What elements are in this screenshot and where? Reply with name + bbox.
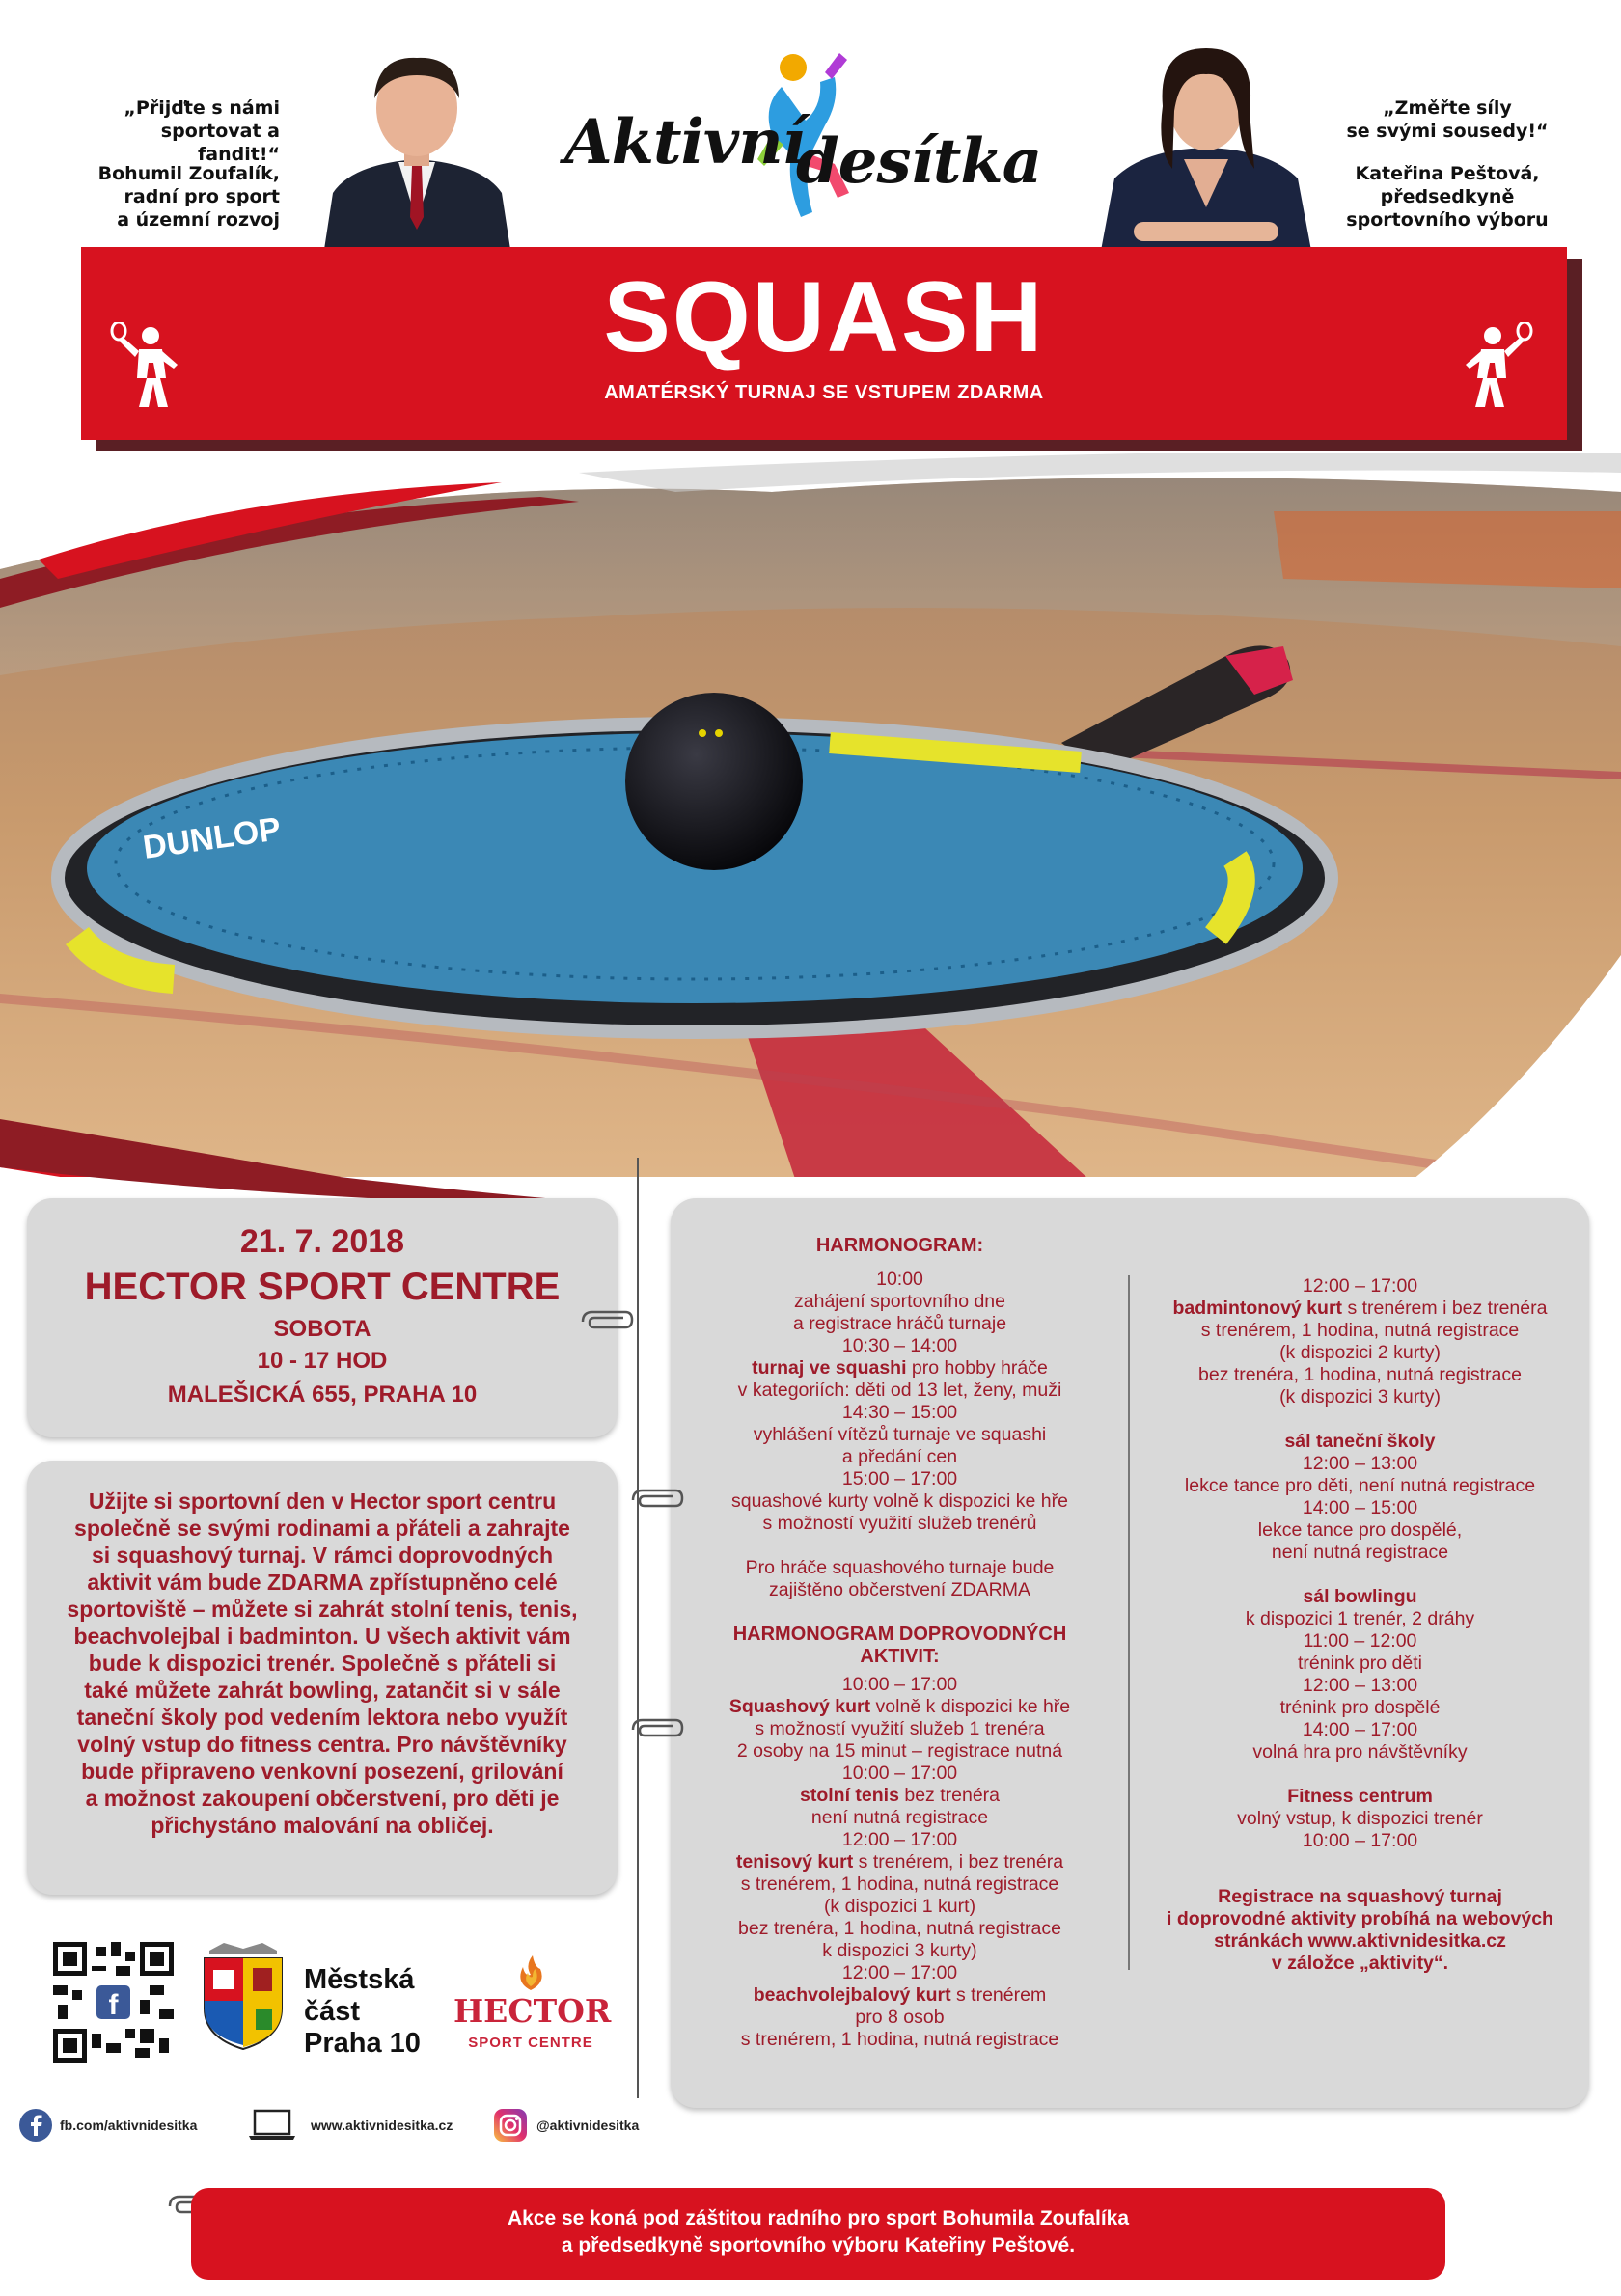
instagram-link[interactable]: @aktivnidesitka <box>536 2118 640 2133</box>
description-text: Užijte si sportovní den v Hector sport centru společně se svými rodinami a přáteli a zahrajte si squashový turnaj. V rámci doprovodných aktivit vám bude ZDARMA zpřístupněno celé sportoviště – můžete si zahrát stolní tenis, tenis, beachvolejbal i badminton. U všech aktivit vám bude k dispozici trenér. Společně s přáteli si také můžete zahrát bowling, zatančit si v sále taneční školy pod vedením lektora nebo využít volný vstup do fitness centra. Pro návštěvníky bude připraveno venkovní posezení, grilování a možnost zakoupení občerstvení, pro děti je přichystáno malování na obličej. <box>67 1489 578 1838</box>
vertical-divider <box>637 1158 639 2098</box>
event-day: SOBOTA <box>273 1316 371 1342</box>
event-address: MALEŠICKÁ 655, PRAHA 10 <box>167 1381 478 1408</box>
left-person-caption: Bohumil Zoufalík, radní pro sport a územní rozvoj <box>97 163 280 231</box>
mestska-cast-label: Městská část Praha 10 <box>304 1964 421 2059</box>
praha-10-coat-of-arms-icon <box>200 1941 287 2052</box>
portrait-katerina-pestova <box>1095 34 1317 256</box>
website-link[interactable]: www.aktivnidesitka.cz <box>311 2118 453 2133</box>
left-quote: „Přijďte s námi sportovat a fandit!“ <box>124 97 280 165</box>
description-panel <box>27 1461 618 1895</box>
aktivni-desitka-logo <box>564 48 1047 222</box>
hector-subtitle: SPORT CENTRE <box>468 2035 593 2051</box>
portrait-bohumil-zoufalik <box>314 39 521 256</box>
right-person-caption: Kateřina Peštová, předsedkyně sportovního výboru <box>1346 163 1549 231</box>
event-time: 10 - 17 HOD <box>257 1348 388 1374</box>
event-info-panel <box>27 1198 618 1437</box>
paperclip-icon-2 <box>625 1488 685 1513</box>
laptop-icon <box>249 2109 295 2142</box>
instagram-icon[interactable] <box>494 2109 527 2142</box>
qr-code-icon[interactable] <box>53 1942 174 2063</box>
footer-text: Akce se koná pod záštitou radního pro sport Bohumila Zoufalíka a předsedkyně sportovního výboru Kateřiny Peštové. <box>507 2207 1130 2256</box>
event-venue: HECTOR SPORT CENTRE <box>84 1266 561 1308</box>
svg-text:f: f <box>108 1989 119 2021</box>
hector-name: HECTOR <box>453 1992 612 2030</box>
schedule-left-column: HARMONOGRAM: 10:00 zahájení sportovního dne a registrace hráčů turnaje 10:30 – 14:00 turnaj ve squashi pro hobby hráče v kategoriích: děti od 13 let, ženy, muži 14:30 – 15:00 vyhlášení vítězů turnaje ve squashi a předání cen 15:00 – 17:00 squashové kurty volně k dispozici ke hře s možností využití služeb trenérů Pro hráče squashového turnaje bude zajištěno občerstvení ZDARMA HARMONOGRAM DOPROVODNÝCH AKTIVIT: 10:00 – 17:00 Squashový kurt volně k dispozici ke hře s možností využití služeb 1 trenéra 2 osoby na 15 minut – registrace nutná 10:00 – 17:00 stolní tenis bez trenéra není nutná registrace 12:00 – 17:00 tenisový kurt s trenérem, i bez trenéra s trenérem, 1 hodina, nutná registrace (k dispozici 1 kurt) bez trenéra, 1 hodina, nutná registrace k dispozici 3 kurty) 12:00 – 17:00 beachvolejbalový kurt s trenérem pro 8 osob s trenérem, 1 hodina, nutná registrace <box>728 1235 1071 2050</box>
logo-word-aktivni: Aktivní <box>564 106 805 178</box>
paperclip-icon-3 <box>625 1717 685 1742</box>
event-title: SQUASH <box>603 261 1045 373</box>
title-banner <box>81 247 1567 440</box>
logo-word-desitka: desítka <box>796 125 1042 198</box>
schedule-panel <box>671 1198 1589 2108</box>
facebook-icon[interactable] <box>19 2109 52 2142</box>
hector-flame-icon <box>511 1954 550 1992</box>
racket-brand-text: DUNLOP <box>140 810 284 866</box>
event-date: 21. 7. 2018 <box>239 1223 405 1260</box>
event-subtitle: AMATÉRSKÝ TURNAJ SE VSTUPEM ZDARMA <box>604 382 1044 403</box>
footer-banner <box>191 2188 1445 2280</box>
paperclip-icon <box>575 1309 635 1334</box>
facebook-link[interactable]: fb.com/aktivnidesitka <box>60 2118 198 2133</box>
hector-sport-centre-logo <box>453 1954 612 2060</box>
right-quote: „Změřte síly se svými sousedy!“ <box>1346 97 1549 142</box>
schedule-column-divider <box>1128 1275 1130 1970</box>
schedule-right-column: 12:00 – 17:00 badmintonový kurt s trenérem i bez trenéra s trenérem, 1 hodina, nutná registrace (k dispozici 2 kurty) bez trenéra, 1 hodina, nutná registrace (k dispozici 3 kurty) sál taneční školy 12:00 – 13:00 lekce tance pro děti, není nutná registrace 14:00 – 15:00 lekce tance pro dospělé, není nutná registrace sál bowlingu k dispozici 1 trenér, 2 dráhy 11:00 – 12:00 trénink pro děti 12:00 – 13:00 trénink pro dospělé 14:00 – 17:00 volná hra pro návštěvníky Fitness centrum volný vstup, k dispozici trenér 10:00 – 17:00 Registrace na squashový turnaj i doprovodné aktivity probíhá na webových stránkách www.aktivnidesitka.cz v záložce „aktivity“. <box>1167 1275 1553 1974</box>
